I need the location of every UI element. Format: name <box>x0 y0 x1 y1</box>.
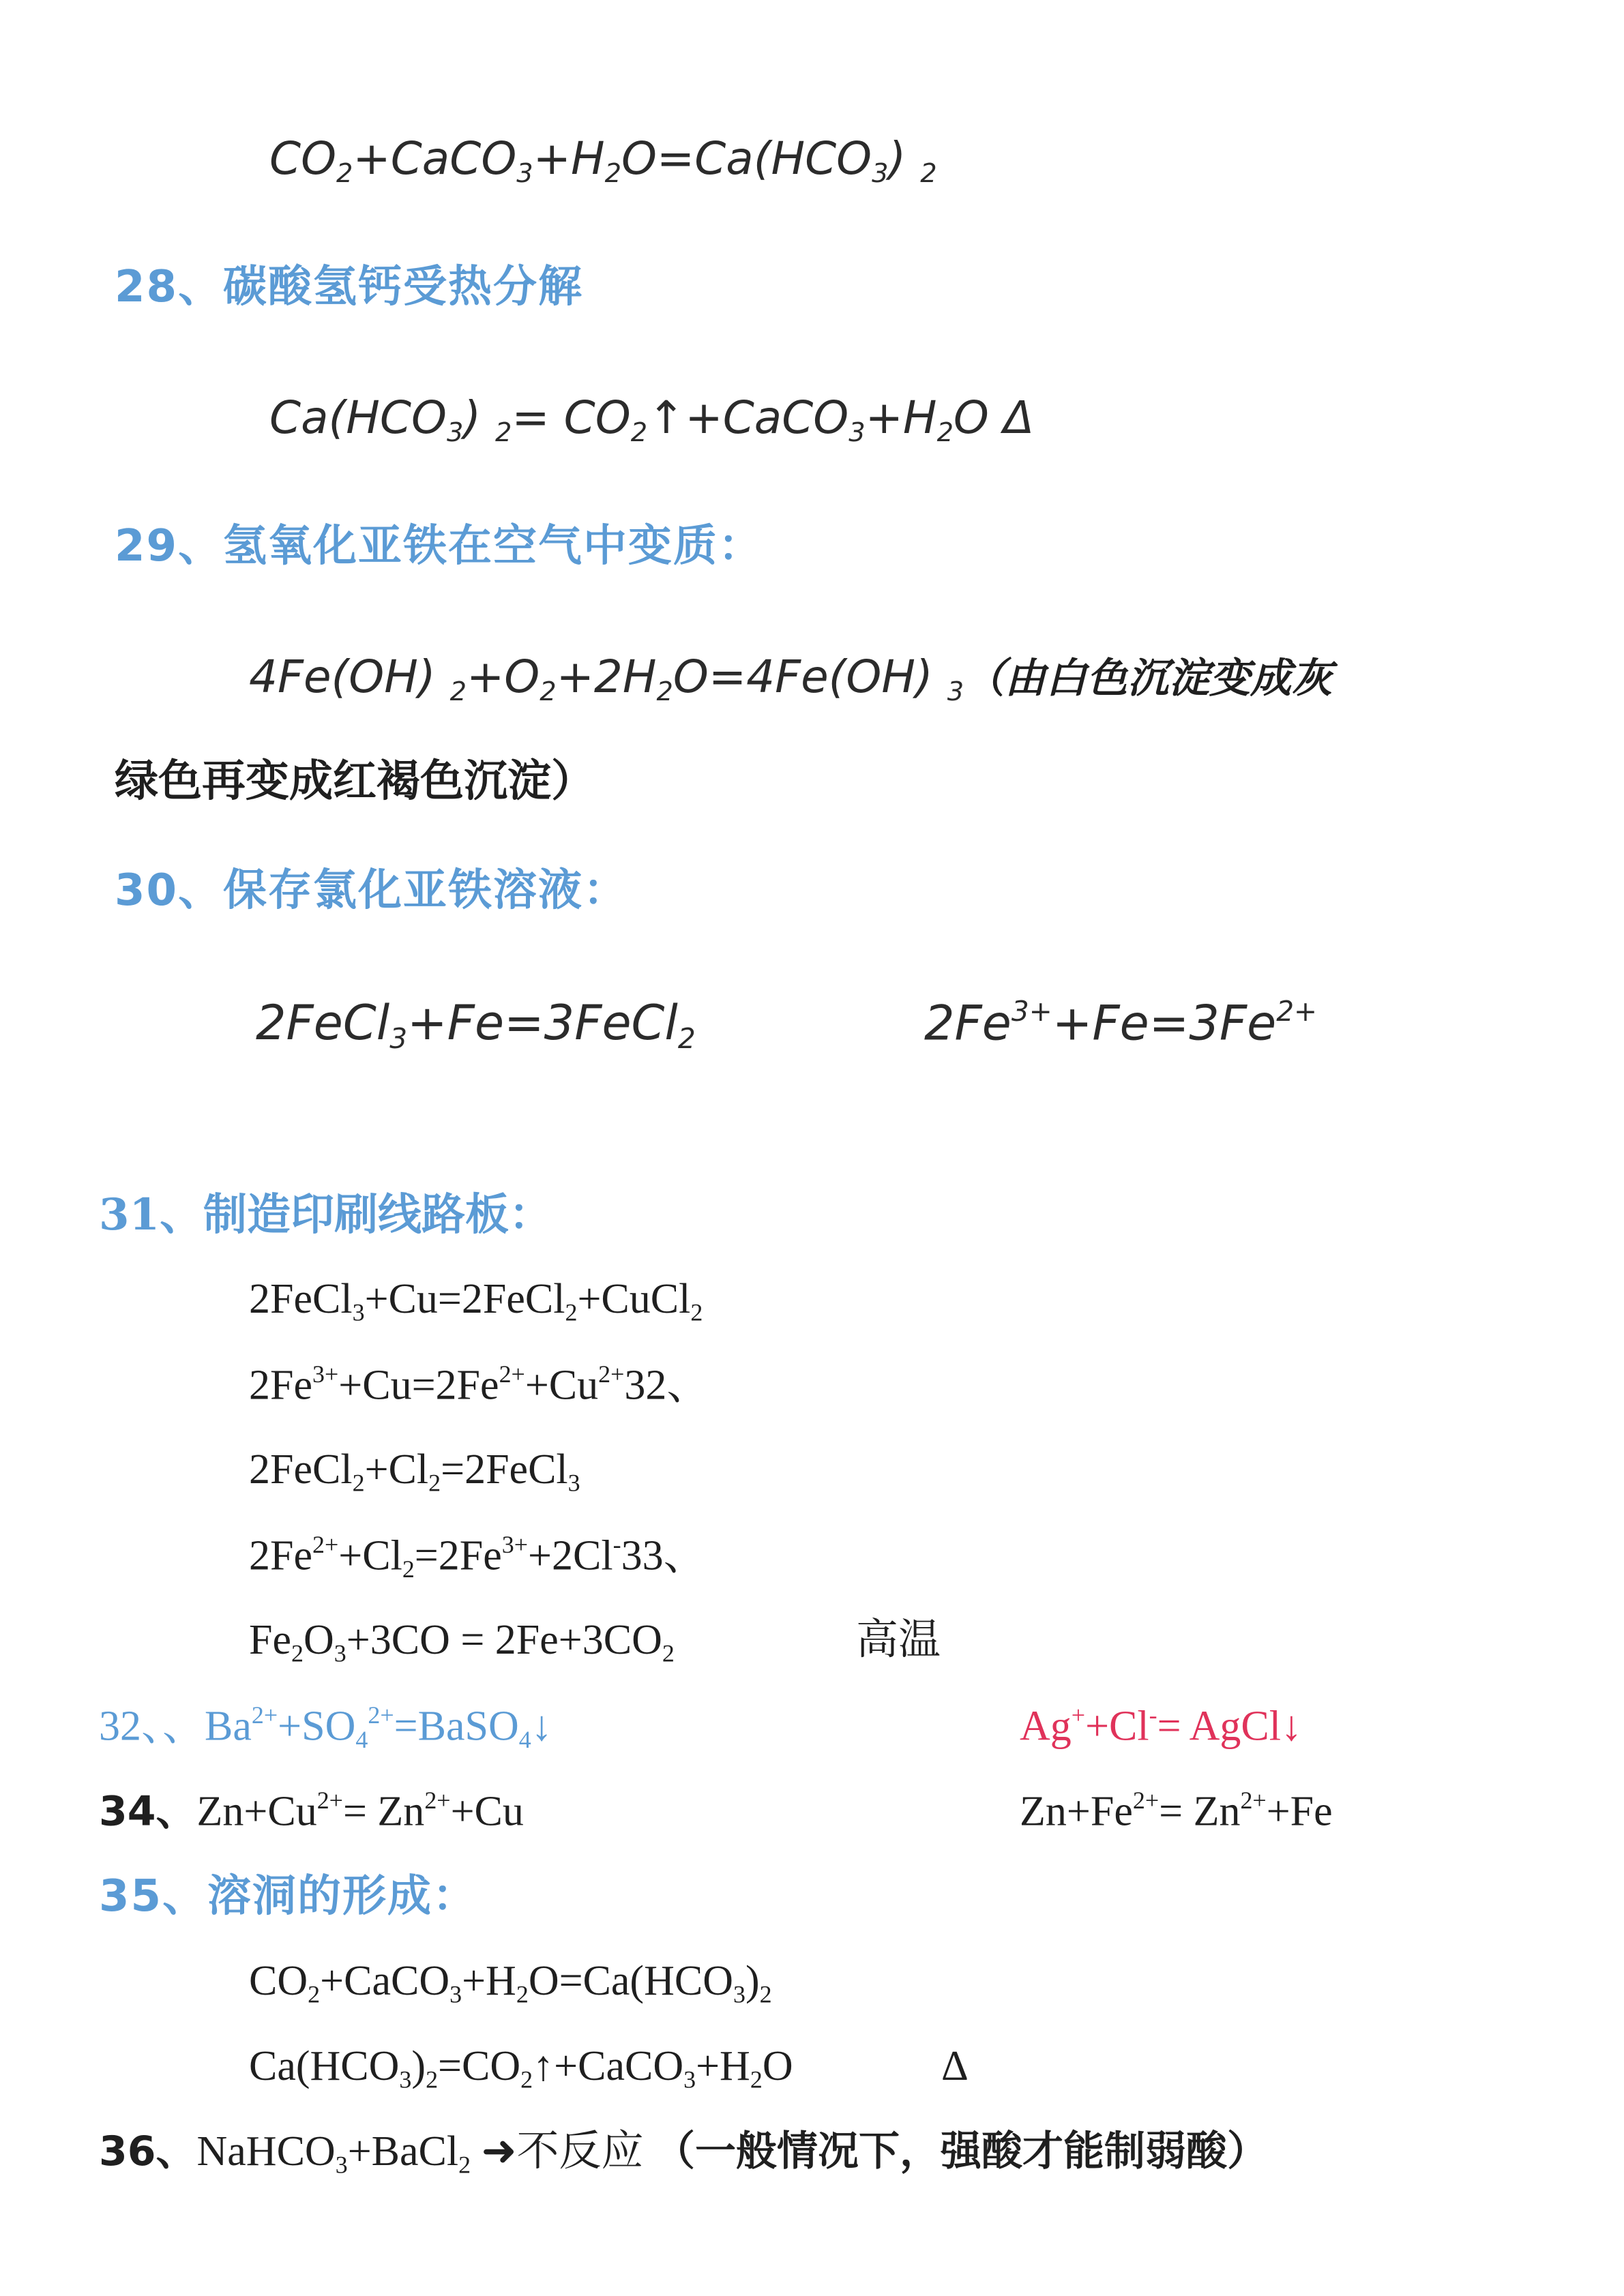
eq-30b: $2Fe^{3+}+Fe=3Fe^{2+}$ <box>924 995 1318 1052</box>
condition-delta: Δ <box>941 2043 969 2089</box>
eq-29-continued: 绿色再变成红褐色沉淀） <box>115 756 595 807</box>
eq-35a: $CO_2+CaCO_3+H_2O=Ca(HCO_3)_2$ <box>249 1958 772 2008</box>
heading-35: 35、溶洞的形成： <box>99 1871 478 1922</box>
eq-31e: $Fe_2O_3+3CO = 2Fe+3CO_2$ <box>249 1617 675 1667</box>
heading-30: 30、保存氯化亚铁溶液： <box>115 865 629 916</box>
eq-35b: $Ca(HCO_3)_2=CO_2↑+CaCO_3+H_2O$ <box>249 2043 793 2093</box>
eq-31b: $2Fe^{3+}+Cu=2Fe^{2+}+Cu^{2+}32$、 <box>249 1360 709 1409</box>
eq-29: 4Fe(OH) $_2+O_2+2H_2O=4Fe(OH)$ $_3$（由白色沉淀变成灰 <box>249 651 1333 708</box>
eq-30a: 2FeCl$_3$+Fe=3FeCl$_2$ <box>256 995 696 1055</box>
heading-31: 31、制造印刷线路板： <box>99 1189 553 1240</box>
eq-34-right: $Zn+Fe^{2+}= Zn^{2+}+Fe$ <box>1020 1787 1333 1835</box>
eq-31c: $2FeCl_2+Cl_2=2FeCl_3$ <box>249 1446 580 1497</box>
eq-32-left: 32、、$Ba^{2+}+SO_4^{2+}=BaSO_4↓$ <box>99 1701 552 1753</box>
eq-27-continued: $CO_2+CaCO_3+H_2O=Ca(HCO_3)$ $_2$ <box>269 132 937 190</box>
condition-high-temp: 高温 <box>856 1617 941 1663</box>
eq-31d: $2Fe^{2+}+Cl_2=2Fe^{3+}+2Cl^-33$、 <box>249 1531 706 1583</box>
heading-28: 28、碳酸氢钙受热分解 <box>115 262 584 312</box>
eq-36: 36、NaHCO$_3$+BaCl$_2$ ➜不反应 （一般情况下，强酸才能制弱酸） <box>99 2128 1269 2179</box>
eq-28: $Ca(HCO_3)$ $_2= CO_2↑+CaCO_3+H_2O$ Δ <box>269 391 1034 449</box>
eq-34-left: 34、$Zn+Cu^{2+}= Zn^{2+}+Cu$ <box>99 1787 524 1836</box>
eq-31a: 2FeCl$_3$+Cu=2FeCl$_2$+CuCl$_2$ <box>249 1276 703 1326</box>
eq-32-right: Ag++Cl-= AgCl↓ <box>1020 1701 1302 1750</box>
heading-29: 29、氢氧化亚铁在空气中变质： <box>115 521 764 571</box>
